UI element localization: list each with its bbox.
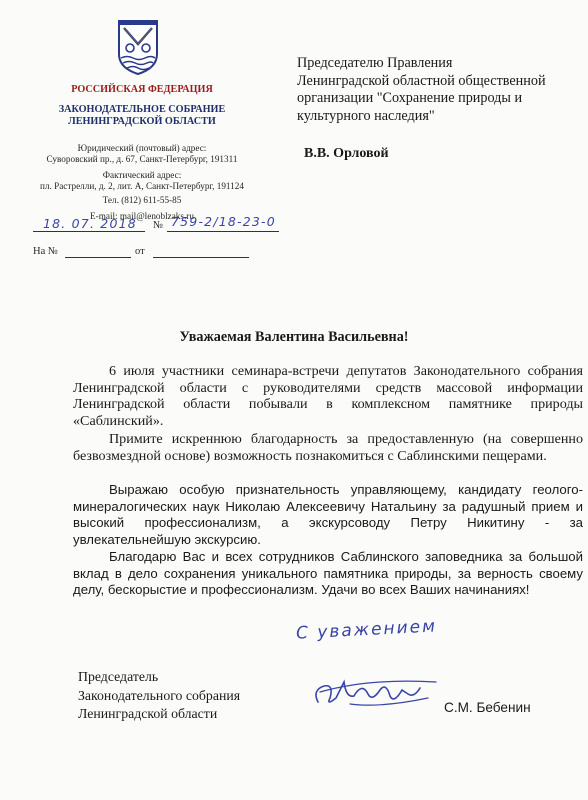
recipient-line3: организации "Сохранение природы и bbox=[297, 90, 523, 107]
paragraph-1: 6 июля участники семинара-встречи депутатов Законодательного собрания Ленинградской области с руководителями средств массовой информации Ленинградской области побывали в комплексном памятнике природы «Саблинский». bbox=[73, 363, 583, 429]
ref-date-underline bbox=[153, 257, 249, 258]
recipient-line4: культурного наследия" bbox=[297, 107, 435, 124]
number-label: № bbox=[153, 220, 164, 231]
signatory-title bbox=[78, 668, 240, 724]
registration-number: 759-2/18-23-0 bbox=[171, 214, 276, 229]
coat-of-arms-emblem bbox=[116, 18, 160, 76]
recipient-line1: Председателю Правления bbox=[297, 55, 453, 71]
ref-number-underline bbox=[65, 257, 131, 258]
legal-address-label: Юридический (почтовый) адрес: bbox=[77, 143, 207, 153]
date-underline bbox=[33, 231, 145, 232]
number-underline bbox=[167, 231, 279, 232]
letterhead-country: РОССИЙСКАЯ ФЕДЕРАЦИЯ bbox=[71, 84, 213, 95]
ref-label: На № bbox=[33, 246, 58, 257]
letterhead-assembly-line1: ЗАКОНОДАТЕЛЬНОЕ СОБРАНИЕ bbox=[58, 104, 226, 115]
signer-name: С.М. Бебенин bbox=[444, 700, 531, 715]
handwritten-closing: С уважением bbox=[295, 616, 438, 644]
ref-from-label: от bbox=[135, 246, 145, 257]
paragraph-3: Выражаю особую признательность управляющему, кандидату геолого-минералогических наук Николаю Алексеевичу Натальину за радушный прием и высокий профессионализм, а экскурсоводу Петру Никитину - за увлекательнейшую экскурсию. bbox=[73, 482, 583, 547]
paragraph-4: Благодарю Вас и всех сотрудников Саблинского заповедника за большой вклад в дело сохранения уникального памятника природы, за верность своему делу, бескорыстие и профессионализм. Удачи во всех Ваших начинаниях! bbox=[73, 549, 583, 598]
actual-address: пл. Растрелли, д. 2, лит. А, Санкт-Петербург, 191124 bbox=[40, 181, 244, 191]
registration-date: 18. 07. 2018 bbox=[43, 216, 137, 231]
actual-address-label: Фактический адрес: bbox=[102, 170, 182, 180]
paragraph-2: Примите искреннюю благодарность за предоставленную (на совершенно безвозмездной основе) возможность познакомиться с Саблинскими пещерами. bbox=[73, 431, 583, 464]
email: E-mail: mail@lenoblzaks.ru bbox=[90, 211, 194, 221]
recipient-line2: Ленинградской областной общественной bbox=[297, 72, 546, 89]
legal-address: Суворовский пр., д. 67, Санкт-Петербург, 191311 bbox=[46, 154, 238, 164]
greeting: Уважаемая Валентина Васильевна! bbox=[179, 329, 409, 345]
reference-line bbox=[33, 246, 249, 262]
handwritten-signature bbox=[310, 668, 445, 716]
signatory-title-line3: Ленинградской области bbox=[78, 706, 218, 721]
phone: Тел. (812) 611-55-85 bbox=[102, 195, 182, 205]
recipient-block bbox=[297, 55, 582, 125]
handwritten-closing-block bbox=[292, 618, 522, 646]
signatory-title-line1: Председатель bbox=[78, 669, 159, 684]
letterhead-assembly-line2: ЛЕНИНГРАДСКОЙ ОБЛАСТИ bbox=[68, 116, 216, 127]
recipient-name: В.В. Орловой bbox=[304, 146, 389, 161]
signatory-title-line2: Законодательного собрания bbox=[78, 687, 241, 703]
